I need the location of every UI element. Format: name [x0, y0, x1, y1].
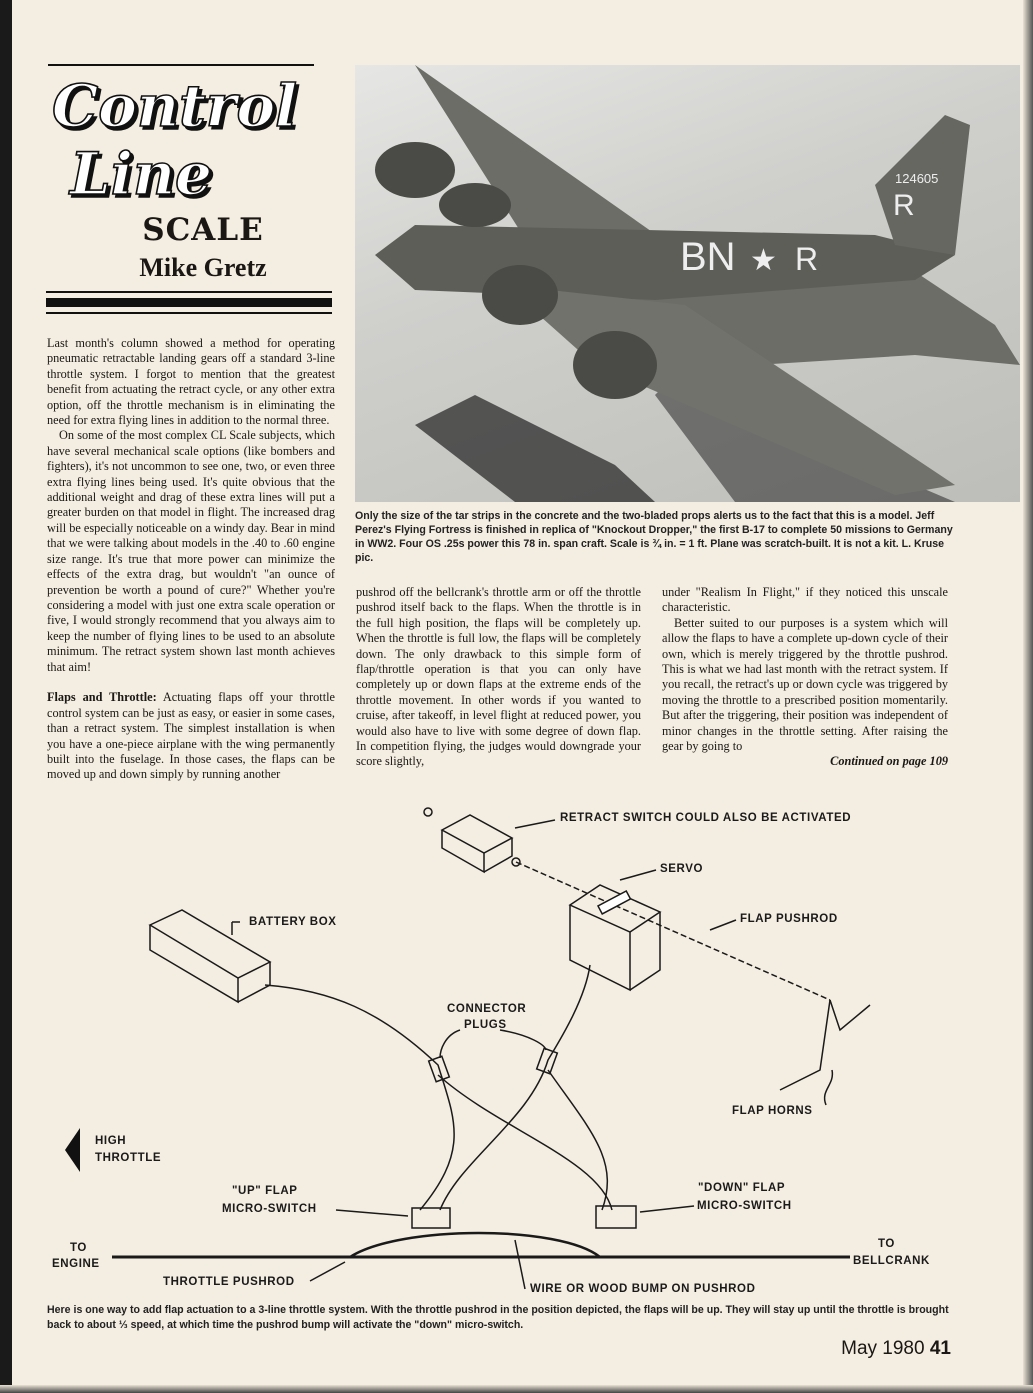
label-up-micro-switch: MICRO-SWITCH: [222, 1203, 317, 1215]
label-down-flap: "DOWN" FLAP: [698, 1182, 786, 1194]
fuselage-marking-left: BN: [680, 235, 736, 279]
label-engine: ENGINE: [52, 1258, 100, 1270]
tail-letter: R: [893, 189, 915, 222]
label-bump: WIRE OR WOOD BUMP ON PUSHROD: [530, 1283, 756, 1295]
page-edge-bottom: [0, 1385, 1033, 1393]
paragraph: pushrod off the bellcrank's throttle arm or off the throttle pushrod itself back to the flaps. When the throttle is in the full high position, the flaps will be completely up. When the throttle is full low, the flaps will be completely down. The only drawback to this simple form of flap/throttle operation is that you can only have completely up or down flaps at the extreme ends of the throttle movement. In other words if you wanted to cruise, after takeoff, in level flight at reduced power, you would also have to live with some degree of down flap. In competition flying, the judges would downgrade your score slightly,: [356, 585, 641, 769]
paragraph-text: Actuating flaps off your throttle control system can be just as easy, or easier in some cases, than a retract system. The simplest installation is when you have a one-piece airplane with the wing permanently built into the fuselage. In those cases, the flaps can be moved up and down simply by running another: [47, 690, 335, 782]
label-high: HIGH: [95, 1135, 127, 1147]
logo-line-1: Control: [52, 72, 298, 140]
column-header: [44, 60, 334, 320]
up-micro-switch: [412, 1208, 450, 1228]
label-plugs: PLUGS: [464, 1019, 507, 1031]
b17-model-photo: [355, 65, 1020, 502]
b17-illustration: [355, 65, 1020, 502]
photo-caption: Only the size of the tar strips in the concrete and the two-bladed props alerts us to the fact that this is a model. Jeff Perez's Flying Fortress is finished in replica of "Knockout Dropper," the first B-17 to complete 50 missions to Germany in WW2. Four OS .25s power this 78 in. span craft. Scale is ¾ in. = 1 ft. Plane was scratch-built. It is not a kit. L. Kruse pic.: [355, 510, 953, 564]
control-line-logo: [44, 60, 344, 210]
label-retract-switch: RETRACT SWITCH COULD ALSO BE ACTIVATED: [560, 812, 852, 824]
divider-thin: [46, 291, 332, 293]
page-number: 41: [929, 1338, 951, 1359]
divider-thin: [46, 312, 332, 314]
label-throttle-pushrod: THROTTLE PUSHROD: [163, 1276, 295, 1288]
paragraph: under "Realism In Flight," if they noticed this unscale characteristic.: [662, 585, 948, 615]
diagram-caption: Here is one way to add flap actuation to a 3-line throttle system. With the throttle pushrod in the position depicted, the flaps will be up. They will stay up until the throttle is brought back to about ⅓ speed, at which time the pushrod bump will activate the "down" micro-switch.: [47, 1304, 949, 1331]
subhead: Flaps and Throttle:: [47, 690, 157, 705]
label-servo: SERVO: [660, 863, 704, 875]
pushrod-bump: [350, 1233, 600, 1257]
label-flap-horns: FLAP HORNS: [732, 1105, 813, 1117]
paragraph: Last month's column showed a method for operating pneumatic retractable landing gears off a standard 3-line throttle system. I forgot to mention that the greatest benefit from actuating the retract cycle, or any other extra option, off the throttle mechanism is in eliminating the need for extra flying lines in addition to the normal three.: [47, 336, 335, 428]
paragraph: Better suited to our purposes is a system which will allow the flaps to have a complete up-down cycle of their own, which is merely triggered by the throttle pushrod. This is what we had last month with the retract system. If you recall, the retract's up or down cycle was triggered by moving the throttle to a prescribed position momentarily. But after the triggering, their position was independent of minor changes in the throttle setting. After raising the gear by going to: [662, 615, 948, 754]
retract-switch-box: [442, 815, 512, 853]
label-to: TO: [70, 1242, 87, 1254]
section-title: SCALE: [142, 212, 264, 248]
article-column-3: [662, 585, 948, 770]
label-to: TO: [878, 1238, 895, 1250]
high-throttle-arrow-icon: [65, 1128, 80, 1172]
author-name: Mike Gretz: [139, 253, 267, 282]
label-connector: CONNECTOR: [447, 1003, 527, 1015]
label-up-flap: "UP" FLAP: [232, 1185, 298, 1197]
issue-date: May 1980: [841, 1338, 925, 1359]
flap-actuation-diagram: [0, 790, 1033, 1300]
star-insignia: ★: [750, 244, 777, 277]
tail-number: 124605: [895, 171, 939, 186]
logo-line-2: Line: [70, 140, 212, 208]
label-battery-box: BATTERY BOX: [249, 916, 337, 928]
label-down-micro-switch: MICRO-SWITCH: [697, 1200, 792, 1212]
article-column-2: [356, 585, 641, 770]
page-footer: [841, 1338, 951, 1360]
label-bellcrank: BELLCRANK: [853, 1255, 930, 1267]
paragraph: On some of the most complex CL Scale subjects, which have several mechanical scale options (like bombers and fighters), it's not uncommon to see one, two, or even three extra flying lines being used. It's quite obvious that the additional weight and drag of these extra lines will put a greater burden on that model in flight. The increased drag will be especially noticeable on a windy day. Bear in mind that we were talking about models in the .40 to .60 engine size range. It's true that more power can minimize the effects of the extra drag, but wouldn't "an ounce of prevention be worth a pound of cure?" Whether you're considering a model with just one extra scale operation or five, I would strongly recommend that you always aim to keep the number of flying lines to be used to an absolute minimum. The retract system shown last month achieves that aim!: [47, 428, 335, 674]
paragraph: [47, 690, 335, 782]
fuselage-marking-right: R: [795, 241, 819, 277]
divider-thick: [46, 298, 332, 307]
continued-note: Continued on page 109: [830, 754, 948, 769]
label-throttle: THROTTLE: [95, 1152, 162, 1164]
article-column-1: [47, 336, 335, 783]
label-flap-pushrod: FLAP PUSHROD: [740, 913, 838, 925]
